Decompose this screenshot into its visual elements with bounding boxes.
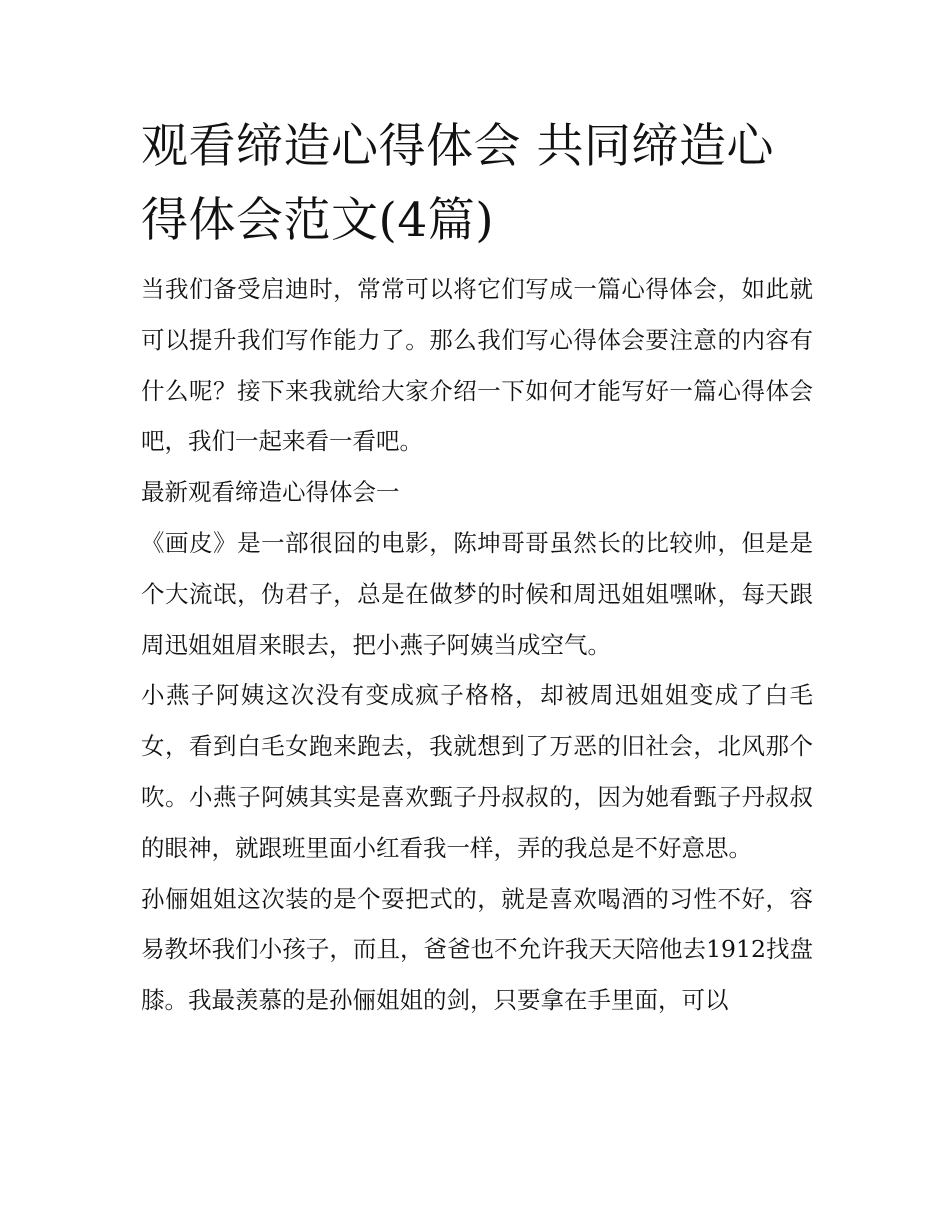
section-heading: 最新观看缔造心得体会一 <box>141 478 400 507</box>
document-title: 观看缔造心得体会 共同缔造心得体会范文(4篇) <box>141 119 774 248</box>
intro-paragraph: 当我们备受启迪时，常常可以将它们写成一篇心得体会，如此就可以提升我们写作能力了。那么我们写心得体会要注意的内容有什么呢？接下来我就给大家介绍一下如何才能写好一篇心得体会吧，我们一起来看一看吧。 <box>141 275 813 456</box>
body-paragraph: 小燕子阿姨这次没有变成疯子格格，却被周迅姐姐变成了白毛女，看到白毛女跑来跑去，我就想到了万恶的旧社会，北风那个吹。小燕子阿姨其实是喜欢甄子丹叔叔的，因为她看甄子丹叔叔的眼神，就跟班里面小红看我一样，弄的我总是不好意思。 <box>141 681 813 862</box>
body-paragraph: 《画皮》是一部很囧的电影，陈坤哥哥虽然长的比较帅，但是是个大流氓，伪君子，总是在做梦的时候和周迅姐姐嘿咻，每天跟周迅姐姐眉来眼去，把小燕子阿姨当成空气。 <box>141 528 813 659</box>
body-paragraph: 孙俪姐姐这次装的是个耍把式的，就是喜欢喝酒的习性不好，容易教坏我们小孩子，而且，爸爸也不允许我天天陪他去1912找盘膝。我最羡慕的是孙俪姐姐的剑，只要拿在手里面，可以 <box>141 884 813 1015</box>
document-body <box>141 110 813 1026</box>
